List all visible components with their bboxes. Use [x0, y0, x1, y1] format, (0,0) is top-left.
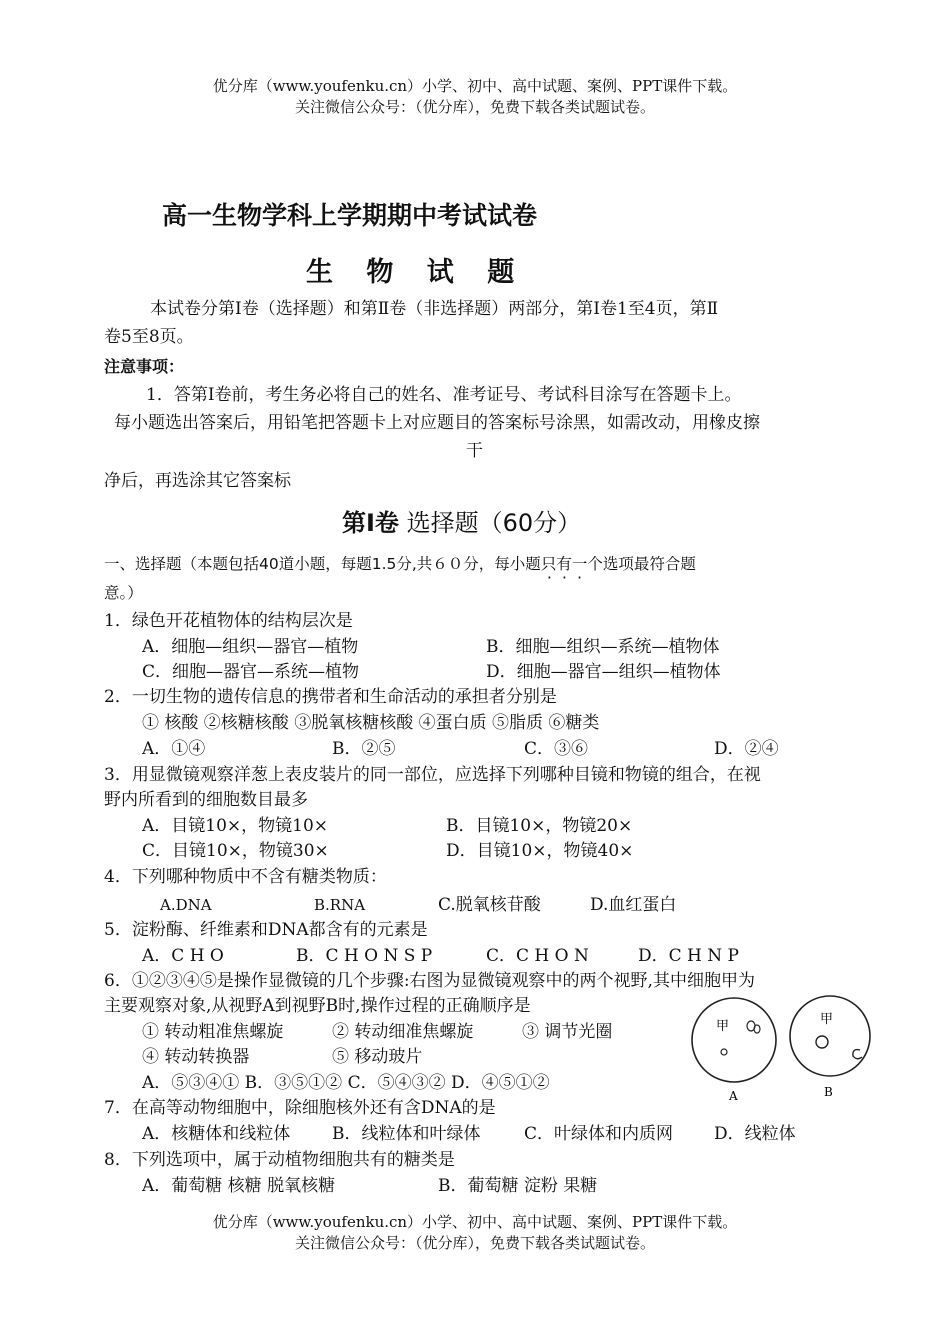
q6-step-2: ② 转动细准焦螺旋	[332, 1022, 474, 1042]
q4-option-c: C.脱氧核苷酸	[438, 895, 541, 915]
exam-subtitle: 生 物 试 题	[306, 257, 527, 288]
instructions-line-1	[104, 553, 696, 575]
microscope-fields-figure	[690, 992, 880, 1104]
q6-step-1: ① 转动粗准焦螺旋	[142, 1022, 284, 1042]
q4-option-a: A.DNA	[160, 896, 212, 914]
notes-item-2a: 每小题选出答案后，用铅笔把答题卡上对应题目的答案标号涂黑，如需改动，用橡皮擦	[114, 413, 760, 433]
q1-option-d: D．细胞—器官—组织—植物体	[486, 662, 721, 682]
field-b-label: B	[824, 1085, 833, 1099]
q7-option-a: A．核糖体和线粒体	[142, 1124, 291, 1144]
field-a-cell-label: 甲	[716, 1019, 730, 1034]
q8-option-b: B．葡萄糖 淀粉 果糖	[438, 1176, 598, 1196]
notes-item-2b: 干	[466, 441, 483, 461]
q2-items: ① 核酸 ②核糖核酸 ③脱氧核糖核酸 ④蛋白质 ⑤脂质 ⑥糖类	[142, 713, 600, 733]
q4-option-d: D.血红蛋白	[590, 895, 677, 915]
section-title-rest: 选择题（60分）	[398, 509, 582, 537]
footer-line-1: 优分库（www.youfenku.cn）小学、初中、高中试题、案例、PPT课件下载。	[212, 1213, 738, 1231]
q5-stem: 5．淀粉酶、纤维素和DNA都含有的元素是	[104, 920, 428, 940]
q6-answers: A．⑤③④① B．③⑤①② C．⑤④③② D．④⑤①②	[142, 1073, 550, 1093]
q2-stem: 2．一切生物的遗传信息的携带者和生命活动的承担者分别是	[104, 687, 557, 707]
header-line-2: 关注微信公众号：（优分库），免费下载各类试题试卷。	[294, 98, 655, 116]
q2-option-b: B．②⑤	[332, 739, 396, 759]
section-title-main: 第I卷	[342, 509, 399, 537]
field-a-label: A	[729, 1089, 738, 1103]
instr-part-a: 一、选择题（本题包括40道小题，每题1.5分,共６０分，每小题	[104, 555, 541, 573]
q2-option-c: C．③⑥	[524, 739, 589, 759]
q1-option-a: A．细胞—组织—器官—植物	[142, 637, 359, 657]
instructions-line-2: 意。）	[104, 584, 143, 602]
field-b-circle	[790, 996, 870, 1076]
intro-line-1: 本试卷分第Ⅰ卷（选择题）和第Ⅱ卷（非选择题）两部分，第Ⅰ卷1至4页，第Ⅱ	[150, 299, 719, 319]
q3-option-c: C．目镜10×，物镜30×	[142, 841, 329, 861]
intro-line-2: 卷5至8页。	[104, 327, 194, 347]
q5-option-c: C．C H O N	[486, 946, 589, 966]
notes-item-1: 1．答第Ⅰ卷前，考生务必将自己的姓名、准考证号、考试科目涂写在答题卡上。	[146, 385, 742, 405]
instr-emphasis: 只有一个 ···	[541, 555, 603, 573]
exam-title: 高一生物学科上学期期中考试试卷	[162, 201, 538, 230]
q3-stem-1: 3．用显微镜观察洋葱上表皮装片的同一部位，应选择下列哪种目镜和物镜的组合，在视	[104, 765, 761, 785]
q1-option-b: B．细胞—组织—系统—植物体	[486, 637, 720, 657]
notes-item-2c: 净后，再选涂其它答案标	[104, 471, 291, 491]
q6-step-5: ⑤ 移动玻片	[332, 1047, 423, 1067]
q2-option-d: D．②④	[714, 739, 779, 759]
q1-option-c: C．细胞—器官—系统—植物	[142, 662, 360, 682]
q2-option-a: A．①④	[142, 739, 206, 759]
q5-option-a: A．C H O	[142, 946, 224, 966]
q6-step-3: ③ 调节光圈	[522, 1022, 613, 1042]
q7-option-b: B．线粒体和叶绿体	[332, 1124, 481, 1144]
q7-option-c: C．叶绿体和内质网	[524, 1124, 674, 1144]
q7-stem: 7．在高等动物细胞中，除细胞核外还有含DNA的是	[104, 1098, 496, 1118]
q5-option-d: D．C H N P	[638, 946, 739, 966]
instr-part-c: 选项最符合题	[602, 555, 696, 573]
q3-option-a: A．目镜10×，物镜10×	[142, 816, 329, 836]
q6-step-4: ④ 转动转换器	[142, 1047, 250, 1067]
field-b-cell-label: 甲	[820, 1012, 834, 1027]
q4-option-b: B.RNA	[314, 896, 366, 914]
field-a-circle	[692, 998, 776, 1082]
field-a-cell-3	[721, 1049, 727, 1055]
q6-stem-1: 6．①②③④⑤是操作显微镜的几个步骤:右图为显微镜观察中的两个视野,其中细胞甲为	[104, 971, 755, 991]
q8-stem: 8．下列选项中，属于动植物细胞共有的糖类是	[104, 1150, 455, 1170]
q3-stem-2: 野内所看到的细胞数目最多	[104, 790, 308, 810]
section-title	[342, 508, 581, 538]
q8-option-a: A．葡萄糖 核糖 脱氧核糖	[142, 1176, 336, 1196]
footer-line-2: 关注微信公众号：（优分库），免费下载各类试题试卷。	[294, 1234, 655, 1252]
q3-option-d: D．目镜10×，物镜40×	[446, 841, 634, 861]
field-b-cell-1	[816, 1036, 828, 1048]
notes-heading: 注意事项：	[104, 357, 185, 376]
q1-stem: 1．绿色开花植物体的结构层次是	[104, 611, 353, 631]
q7-option-d: D．线粒体	[714, 1124, 796, 1144]
q6-stem-2: 主要观察对象,从视野A到视野B时,操作过程的正确顺序是	[104, 996, 531, 1016]
q4-stem: 4．下列哪种物质中不含有糖类物质：	[104, 867, 387, 887]
field-b-cell-2	[853, 1050, 862, 1059]
q3-option-b: B．目镜10×，物镜20×	[446, 816, 633, 836]
field-a-cell-2	[754, 1025, 760, 1033]
q5-option-b: B．C H O N S P	[296, 946, 433, 966]
header-line-1: 优分库（www.youfenku.cn）小学、初中、高中试题、案例、PPT课件下载。	[212, 77, 738, 95]
